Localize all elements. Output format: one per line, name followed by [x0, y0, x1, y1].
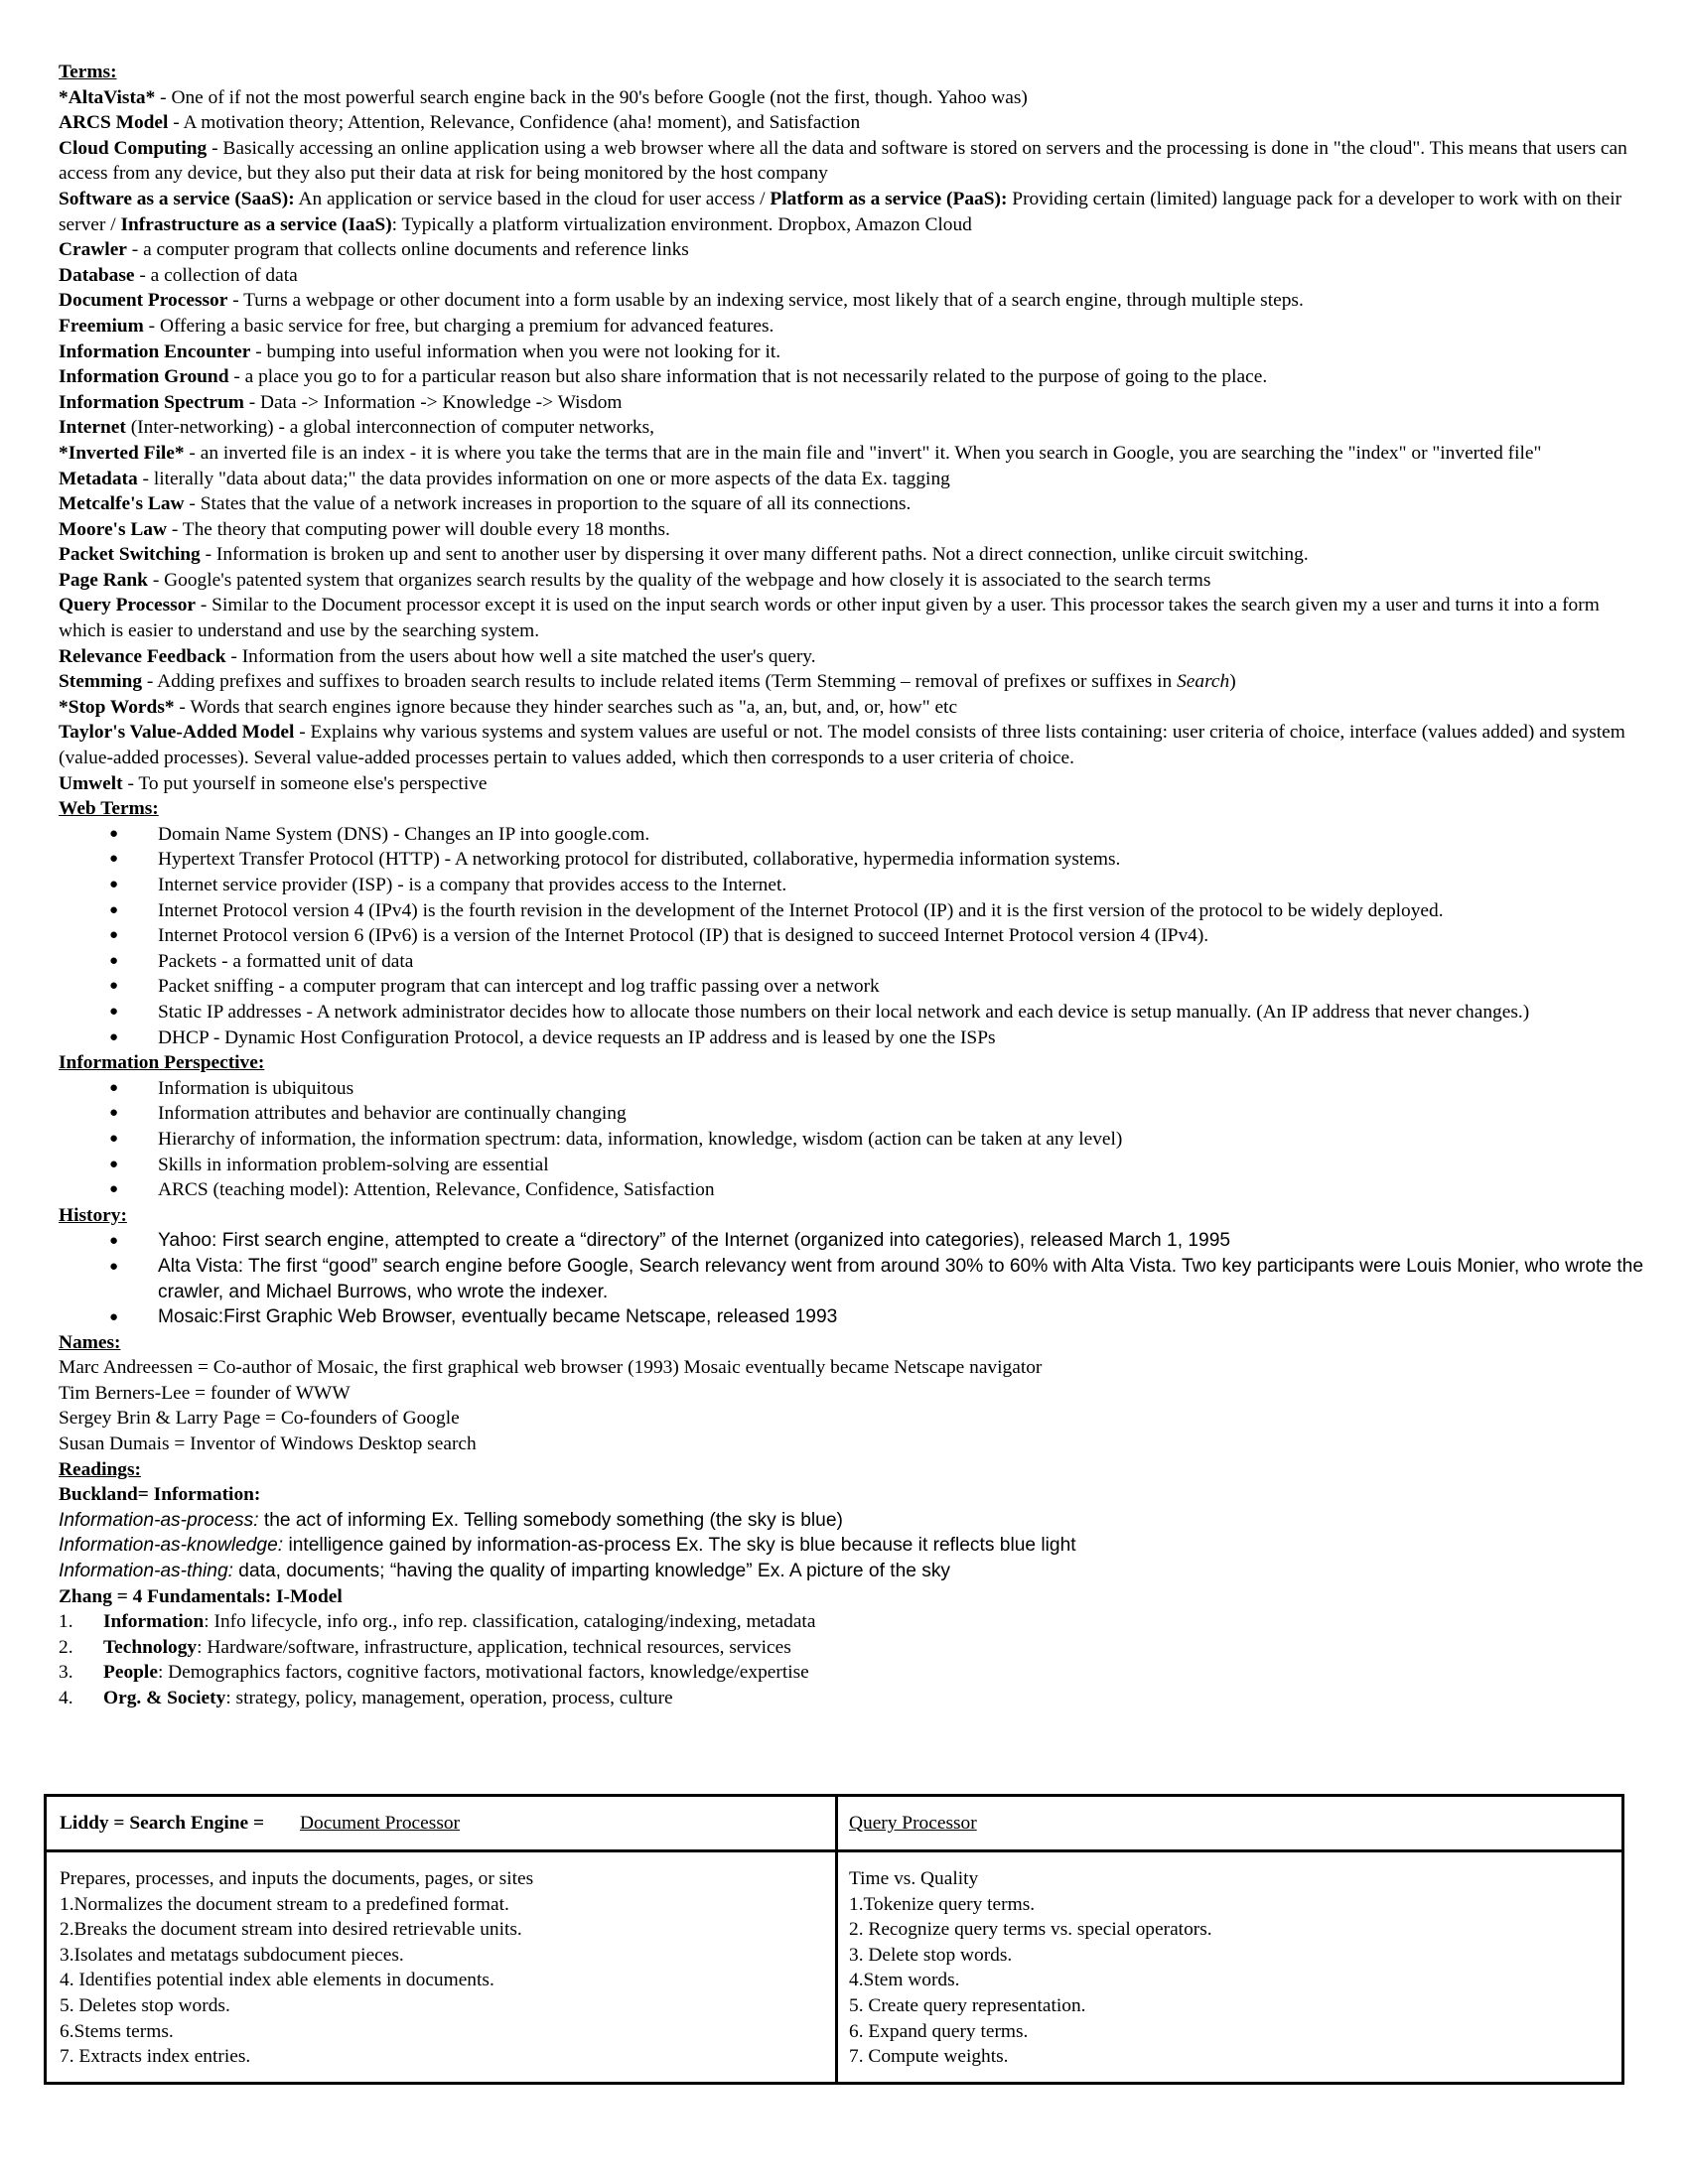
buckland-entry — [59, 1508, 1647, 1534]
name-entry: Marc Andreessen = Co-author of Mosaic, the first graphical web browser (1993) Mosaic eventually became Netscape navigator — [59, 1357, 1043, 1379]
term-definition: - Basically accessing an online application using a web browser where all the data and software is stored on servers and the processing is done in "the cloud". This means that users can access from any device, but they also put their data at risk for being monitored by the host company — [59, 137, 1627, 185]
term-entry — [59, 314, 1647, 340]
item-text: : strategy, policy, management, operation, process, culture — [225, 1688, 673, 1708]
term-definition: - States that the value of a network increases in proportion to the square of all its connections. — [184, 493, 912, 515]
document-processor-header: Document Processor — [300, 1813, 461, 1834]
zhang-list — [59, 1609, 1647, 1710]
list-item — [59, 1609, 1647, 1635]
term-definition: - bumping into useful information when you were not looking for it. — [250, 341, 781, 362]
web-terms-list — [59, 822, 1647, 1050]
info-perspective-heading: Information Perspective: — [59, 1052, 265, 1074]
list-item: ● Hierarchy of information, the information spectrum: data, information, knowledge, wisdom (action can be taken at any level) — [59, 1127, 1647, 1153]
term-entry — [59, 467, 1647, 492]
term-name: Relevance Feedback — [59, 645, 226, 667]
term-definition: - Turns a webpage or other document into a form usable by an indexing service, most likely that of a search engine, through multiple steps. — [227, 290, 1304, 312]
table-line: 5. Deletes stop words. — [60, 1994, 230, 2016]
term-entry — [59, 390, 1647, 416]
liddy-header-left — [60, 1811, 460, 1837]
table-line: Time vs. Quality — [849, 1868, 979, 1889]
term-entry — [59, 720, 1647, 770]
term-entry — [59, 771, 1647, 797]
liddy-table — [44, 1794, 1624, 2085]
history-heading: History: — [59, 1204, 127, 1226]
list-item: ● Skills in information problem-solving are essential — [59, 1153, 1647, 1178]
item-label: Technology — [103, 1636, 198, 1658]
document-page — [59, 60, 1647, 1711]
term-entry-stemming — [59, 669, 1647, 695]
name-entry: Tim Berners-Lee = founder of WWW — [59, 1382, 351, 1404]
table-divider-vertical — [835, 1797, 838, 2082]
term-entry — [59, 340, 1647, 365]
item-text: : Demographics factors, cognitive factors, motivational factors, knowledge/expertise — [157, 1662, 809, 1684]
buckland-label: Information-as-process: — [59, 1509, 259, 1531]
term-entry — [59, 695, 1647, 721]
list-item — [59, 1660, 1647, 1686]
term-definition: - The theory that computing power will double every 18 months. — [166, 518, 670, 540]
term-name: *Stop Words* — [59, 696, 175, 718]
term-entry — [59, 136, 1647, 187]
term-name: Query Processor — [59, 595, 197, 616]
web-terms-heading: Web Terms: — [59, 798, 159, 820]
list-item: ● Internet service provider (ISP) - is a company that provides access to the Internet. — [59, 873, 1647, 898]
term-name: Crawler — [59, 239, 127, 261]
buckland-entry — [59, 1559, 1647, 1584]
term-name: Moore's Law — [59, 518, 167, 540]
term-name: Information Encounter — [59, 341, 251, 362]
query-processor-header: Query Processor — [849, 1813, 977, 1834]
term-name: Information Spectrum — [59, 391, 244, 413]
names-heading: Names: — [59, 1331, 121, 1353]
term-italic: Search — [1177, 671, 1230, 693]
term-definition: - a computer program that collects online documents and reference links — [126, 239, 689, 261]
term-entry — [59, 288, 1647, 314]
term-name: Freemium — [59, 315, 144, 337]
list-item: ● Mosaic:First Graphic Web Browser, eventually became Netscape, released 1993 — [59, 1304, 1647, 1330]
buckland-label: Information-as-thing: — [59, 1561, 233, 1582]
name-entry: Sergey Brin & Larry Page = Co-founders of Google — [59, 1408, 460, 1430]
term-entry — [59, 237, 1647, 263]
zhang-title: Zhang = 4 Fundamentals: I-Model — [59, 1585, 343, 1607]
item-label: Information — [103, 1611, 205, 1633]
table-line: 1.Tokenize query terms. — [849, 1893, 1036, 1915]
query-processor-cell — [849, 1866, 1212, 2070]
liddy-header-right — [849, 1811, 977, 1837]
term-definition: - Similar to the Document processor except it is used on the input search words or other input given by a user. This processor takes the search given my a user and turns it into a form which is easier to understand and use by the searching system. — [59, 595, 1600, 642]
term-definition: - Explains why various systems and system values are useful or not. The model consists of three lists containing: user criteria of choice, interface (values added) and system (value-added processes). Several value-added processes pertain to values added, which then corresponds to a user criteria of choice. — [59, 722, 1625, 769]
readings-heading: Readings: — [59, 1458, 141, 1480]
term-name: Platform as a service (PaaS): — [770, 188, 1008, 209]
item-number: 2. — [59, 1636, 73, 1658]
buckland-text: intelligence gained by information-as-process Ex. The sky is blue because it reflects blue light — [283, 1535, 1076, 1557]
buckland-entry — [59, 1533, 1647, 1559]
list-item: ● Domain Name System (DNS) - Changes an IP into google.com. — [59, 822, 1647, 848]
table-line: 3.Isolates and metatags subdocument pieces. — [60, 1944, 404, 1966]
list-item: ● Internet Protocol version 4 (IPv4) is the fourth revision in the development of the Internet Protocol (IP) and it is the first version of the protocol to be widely deployed. — [59, 898, 1647, 924]
term-name: Document Processor — [59, 290, 228, 312]
term-definition: (Inter-networking) - a global interconnection of computer networks, — [125, 417, 654, 439]
term-definition: - A motivation theory; Attention, Relevance, Confidence (aha! moment), and Satisfaction — [168, 112, 861, 134]
document-processor-cell — [60, 1866, 533, 2070]
term-definition: - To put yourself in someone else's perspective — [122, 772, 488, 794]
item-number: 1. — [59, 1611, 73, 1633]
term-name: Taylor's Value-Added Model — [59, 722, 295, 744]
item-number: 4. — [59, 1688, 73, 1708]
term-name: *Inverted File* — [59, 442, 185, 464]
list-item: ● Packet sniffing - a computer program that can intercept and log traffic passing over a network — [59, 974, 1647, 1000]
table-line: 3. Delete stop words. — [849, 1944, 1013, 1966]
list-item: ● DHCP - Dynamic Host Configuration Protocol, a device requests an IP address and is leased by one the ISPs — [59, 1025, 1647, 1051]
list-item: ● Hypertext Transfer Protocol (HTTP) - A networking protocol for distributed, collaborative, hypermedia information systems. — [59, 847, 1647, 873]
term-name: Cloud Computing — [59, 137, 208, 159]
term-definition: - Data -> Information -> Knowledge -> Wisdom — [243, 391, 623, 413]
term-name: Infrastructure as a service (IaaS) — [120, 213, 392, 235]
term-entry — [59, 593, 1647, 643]
name-entry: Susan Dumais = Inventor of Windows Desktop search — [59, 1433, 477, 1455]
term-entry — [59, 110, 1647, 136]
term-definition: - Google's patented system that organizes search results by the quality of the webpage and how closely it is associated to the search terms — [147, 569, 1211, 591]
term-entry-cloud-services — [59, 187, 1647, 237]
buckland-label: Information-as-knowledge: — [59, 1535, 284, 1557]
term-name: Database — [59, 264, 135, 286]
item-number: 3. — [59, 1662, 73, 1684]
list-item: ● Packets - a formatted unit of data — [59, 949, 1647, 975]
term-definition-end: ) — [1229, 671, 1236, 693]
term-definition: - a collection of data — [134, 264, 298, 286]
item-label: Org. & Society — [103, 1688, 226, 1708]
info-perspective-list — [59, 1076, 1647, 1203]
term-entry — [59, 85, 1647, 111]
table-line: Prepares, processes, and inputs the documents, pages, or sites — [60, 1868, 534, 1889]
term-definition: - Words that search engines ignore because they hinder searches such as "a, an, but, and, or, how" etc — [174, 696, 958, 718]
buckland-text: data, documents; “having the quality of imparting knowledge” Ex. A picture of the sky — [232, 1561, 951, 1582]
list-item — [59, 1686, 1647, 1711]
table-line: 1.Normalizes the document stream to a predefined format. — [60, 1893, 509, 1915]
list-item: ● Alta Vista: The first “good” search engine before Google, Search relevancy went from around 30% to 60% with Alta Vista. Two key participants were Louis Monier, who wrote the crawler, and Michael Burrows, who wrote the indexer. — [59, 1254, 1647, 1304]
buckland-title: Buckland= Information: — [59, 1484, 261, 1506]
liddy-title: Liddy = Search Engine = — [60, 1813, 264, 1834]
term-entry — [59, 364, 1647, 390]
item-text: : Hardware/software, infrastructure, application, technical resources, services — [197, 1636, 791, 1658]
term-definition: Providing certain (limited) language pack for a developer to work with on their server / — [59, 188, 1622, 235]
term-name: Information Ground — [59, 366, 229, 388]
term-name: *AltaVista* — [59, 86, 156, 108]
term-definition: : Typically a platform virtualization environment. Dropbox, Amazon Cloud — [391, 213, 972, 235]
table-line: 6.Stems terms. — [60, 2020, 174, 2042]
item-text: : Info lifecycle, info org., info rep. classification, cataloging/indexing, metadata — [204, 1611, 816, 1633]
term-definition: - Offering a basic service for free, but charging a premium for advanced features. — [143, 315, 774, 337]
term-entry — [59, 644, 1647, 670]
term-name: Packet Switching — [59, 544, 201, 566]
table-line: 2.Breaks the document stream into desired retrievable units. — [60, 1919, 522, 1941]
table-line: 4. Identifies potential index able elements in documents. — [60, 1970, 494, 1991]
terms-heading: Terms: — [59, 62, 117, 82]
term-definition: - an inverted file is an index - it is where you take the terms that are in the main file and "invert" it. When you search in Google, you are searching the "index" or "inverted file" — [184, 442, 1542, 464]
item-label: People — [103, 1662, 158, 1684]
buckland-text: the act of informing Ex. Telling somebody something (the sky is blue) — [258, 1509, 843, 1531]
list-item: ● Information attributes and behavior are continually changing — [59, 1101, 1647, 1127]
term-name: Software as a service (SaaS): — [59, 188, 295, 209]
term-name: Page Rank — [59, 569, 148, 591]
term-entry — [59, 491, 1647, 517]
term-definition: - One of if not the most powerful search engine back in the 90's before Google (not the first, though. Yahoo was) — [155, 86, 1028, 108]
term-entry — [59, 542, 1647, 568]
term-definition: - literally "data about data;" the data provides information on one or more aspects of the data Ex. tagging — [137, 468, 950, 489]
table-line: 4.Stem words. — [849, 1970, 960, 1991]
history-list — [59, 1228, 1647, 1329]
list-item: ● Internet Protocol version 6 (IPv6) is a version of the Internet Protocol (IP) that is designed to succeed Internet Protocol version 4 (IPv4). — [59, 923, 1647, 949]
table-line: 6. Expand query terms. — [849, 2020, 1029, 2042]
term-entry — [59, 441, 1647, 467]
term-definition: - Adding prefixes and suffixes to broaden search results to include related items (Term Stemming – removal of prefixes or suffixes in — [142, 671, 1178, 693]
table-line: 7. Extracts index entries. — [60, 2046, 251, 2068]
term-definition: - a place you go to for a particular reason but also share information that is not necessarily related to the purpose of going to the place. — [228, 366, 1268, 388]
term-name: ARCS Model — [59, 112, 169, 134]
term-entry — [59, 568, 1647, 594]
term-entry — [59, 263, 1647, 289]
list-item: ● Yahoo: First search engine, attempted to create a “directory” of the Internet (organized into categories), released March 1, 1995 — [59, 1228, 1647, 1254]
list-item: ● ARCS (teaching model): Attention, Relevance, Confidence, Satisfaction — [59, 1177, 1647, 1203]
table-line: 5. Create query representation. — [849, 1994, 1086, 2016]
term-definition: - Information is broken up and sent to another user by dispersing it over many different paths. Not a direct connection, unlike circuit switching. — [200, 544, 1309, 566]
table-divider-horizontal — [47, 1849, 1621, 1852]
term-definition: An application or service based in the cloud for user access / — [294, 188, 771, 209]
term-name: Metcalfe's Law — [59, 493, 185, 515]
term-name: Umwelt — [59, 772, 123, 794]
table-line: 2. Recognize query terms vs. special operators. — [849, 1919, 1212, 1941]
term-name: Metadata — [59, 468, 138, 489]
term-name: Internet — [59, 417, 126, 439]
term-entry — [59, 517, 1647, 543]
term-definition: - Information from the users about how well a site matched the user's query. — [225, 645, 816, 667]
list-item: ● Static IP addresses - A network administrator decides how to allocate those numbers on their local network and each device is setup manually. (An IP address that never changes.) — [59, 1000, 1647, 1025]
list-item — [59, 1635, 1647, 1661]
table-line: 7. Compute weights. — [849, 2046, 1009, 2068]
term-name: Stemming — [59, 671, 143, 693]
term-entry — [59, 415, 1647, 441]
list-item: ● Information is ubiquitous — [59, 1076, 1647, 1102]
